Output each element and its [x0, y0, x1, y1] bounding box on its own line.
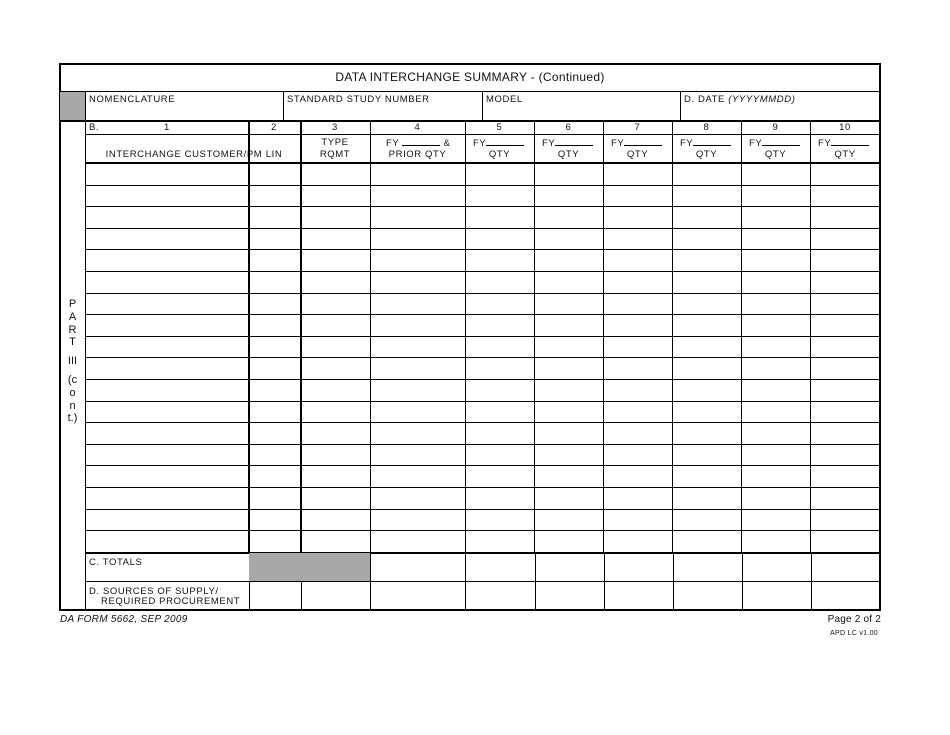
table-cell-r5-c6[interactable] — [536, 250, 602, 270]
table-cell-r7-c8[interactable] — [674, 294, 740, 314]
table-cell-r4-c6[interactable] — [536, 229, 602, 249]
table-cell-r15-c3[interactable] — [302, 466, 369, 486]
table-cell-r2-c8[interactable] — [674, 186, 740, 206]
table-cell-r5-c10[interactable] — [812, 250, 879, 270]
date-prefix: D. DATE — [684, 94, 725, 105]
table-cell-r15-c1[interactable] — [87, 466, 247, 486]
table-cell-r18-c4[interactable] — [372, 531, 464, 551]
shaded-corner — [60, 92, 85, 120]
col3-header-line2: RQMT — [319, 149, 351, 160]
table-cell-r1-c10[interactable] — [812, 164, 879, 184]
table-cell-r8-c2[interactable] — [250, 315, 299, 335]
sources-cell-c9[interactable] — [744, 583, 810, 610]
table-cell-r2-c2[interactable] — [250, 186, 299, 206]
table-cell-r8-c9[interactable] — [743, 315, 809, 335]
table-cell-r13-c8[interactable] — [674, 423, 740, 443]
table-cell-r6-c10[interactable] — [812, 272, 879, 292]
table-cell-r1-c6[interactable] — [536, 164, 602, 184]
table-cell-r7-c4[interactable] — [372, 294, 464, 314]
form-number: DA FORM 5662, SEP 2009 — [60, 614, 188, 625]
table-cell-r10-c3[interactable] — [302, 358, 369, 378]
table-cell-r14-c3[interactable] — [302, 445, 369, 465]
totals-cell-c7[interactable] — [675, 554, 741, 580]
table-cell-r17-c3[interactable] — [302, 510, 369, 530]
model-label: MODEL — [486, 94, 523, 105]
table-cell-r18-c2[interactable] — [250, 531, 299, 551]
table-cell-r1-c3[interactable] — [302, 164, 369, 184]
table-cell-r2-c9[interactable] — [743, 186, 809, 206]
table-cell-r8-c10[interactable] — [812, 315, 879, 335]
col3-header-line1: TYPE — [321, 137, 349, 148]
col-number-9: 9 — [772, 122, 779, 133]
table-cell-r15-c9[interactable] — [743, 466, 809, 486]
table-cell-r3-c10[interactable] — [812, 207, 879, 227]
totals-label: C. TOTALS — [89, 557, 143, 568]
table-cell-r1-c9[interactable] — [743, 164, 809, 184]
col-rule — [741, 121, 742, 553]
table-cell-r17-c9[interactable] — [743, 510, 809, 530]
table-cell-r11-c8[interactable] — [674, 380, 740, 400]
table-cell-r1-c8[interactable] — [674, 164, 740, 184]
table-cell-r17-c1[interactable] — [87, 510, 247, 530]
table-cell-r17-c4[interactable] — [372, 510, 464, 530]
table-cell-r8-c3[interactable] — [302, 315, 369, 335]
table-cell-r14-c6[interactable] — [536, 445, 602, 465]
date-format: (YYYYMMDD) — [728, 94, 796, 105]
table-cell-r14-c7[interactable] — [605, 445, 671, 465]
table-cell-r9-c1[interactable] — [87, 337, 247, 357]
table-cell-r1-c1[interactable] — [87, 164, 247, 184]
table-cell-r15-c4[interactable] — [372, 466, 464, 486]
table-cell-r16-c4[interactable] — [372, 488, 464, 508]
table-cell-r5-c7[interactable] — [605, 250, 671, 270]
table-cell-r10-c8[interactable] — [674, 358, 740, 378]
table-cell-r13-c1[interactable] — [87, 423, 247, 443]
col7-fy: FY — [611, 137, 662, 149]
table-cell-r15-c2[interactable] — [250, 466, 299, 486]
table-cell-r6-c6[interactable] — [536, 272, 602, 292]
table-cell-r5-c3[interactable] — [302, 250, 369, 270]
table-cell-r5-c8[interactable] — [674, 250, 740, 270]
table-cell-r3-c8[interactable] — [674, 207, 740, 227]
table-cell-r4-c5[interactable] — [467, 229, 533, 249]
table-cell-r13-c4[interactable] — [372, 423, 464, 443]
table-cell-r13-c9[interactable] — [743, 423, 809, 443]
table-cell-r18-c3[interactable] — [302, 531, 369, 551]
table-cell-r18-c1[interactable] — [87, 531, 247, 551]
col7-qty: QTY — [626, 149, 649, 160]
table-cell-r18-c5[interactable] — [467, 531, 533, 551]
table-cell-r16-c1[interactable] — [87, 488, 247, 508]
table-cell-r14-c9[interactable] — [743, 445, 809, 465]
table-cell-r2-c10[interactable] — [812, 186, 879, 206]
table-cell-r14-c4[interactable] — [372, 445, 464, 465]
col8-fy: FY — [680, 137, 731, 149]
table-cell-r4-c4[interactable] — [372, 229, 464, 249]
sources-cell-c10[interactable] — [813, 583, 879, 610]
table-cell-r5-c2[interactable] — [250, 250, 299, 270]
table-cell-r13-c2[interactable] — [250, 423, 299, 443]
col-rule — [673, 553, 674, 611]
table-cell-r3-c4[interactable] — [372, 207, 464, 227]
sources-cell-c7[interactable] — [606, 583, 672, 610]
table-cell-r16-c6[interactable] — [536, 488, 602, 508]
table-cell-r12-c4[interactable] — [372, 402, 464, 422]
col-rule — [534, 121, 535, 553]
table-cell-r12-c1[interactable] — [87, 402, 247, 422]
table-cell-r4-c3[interactable] — [302, 229, 369, 249]
totals-cell-c6[interactable] — [606, 554, 672, 580]
col-number-6: 6 — [565, 122, 572, 133]
table-cell-r18-c10[interactable] — [812, 531, 879, 551]
table-cell-r8-c8[interactable] — [674, 315, 740, 335]
sources-cell-c6[interactable] — [537, 583, 603, 610]
table-cell-r13-c10[interactable] — [812, 423, 879, 443]
nomenclature-field[interactable] — [86, 93, 283, 119]
table-cell-r9-c7[interactable] — [605, 337, 671, 357]
table-cell-r13-c5[interactable] — [467, 423, 533, 443]
table-cell-r11-c1[interactable] — [87, 380, 247, 400]
table-cell-r15-c6[interactable] — [536, 466, 602, 486]
table-cell-r12-c9[interactable] — [743, 402, 809, 422]
table-cell-r5-c1[interactable] — [87, 250, 247, 270]
table-cell-r4-c7[interactable] — [605, 229, 671, 249]
table-cell-r10-c4[interactable] — [372, 358, 464, 378]
table-cell-r2-c4[interactable] — [372, 186, 464, 206]
table-cell-r16-c7[interactable] — [605, 488, 671, 508]
sources-label-line2: REQUIRED PROCUREMENT — [101, 596, 241, 607]
table-cell-r11-c9[interactable] — [743, 380, 809, 400]
table-cell-r3-c1[interactable] — [87, 207, 247, 227]
col4-header-line1: FY & — [386, 138, 451, 149]
table-cell-r7-c3[interactable] — [302, 294, 369, 314]
table-cell-r1-c2[interactable] — [250, 164, 299, 184]
table-cell-r14-c1[interactable] — [87, 445, 247, 465]
sources-cell-c8[interactable] — [675, 583, 741, 610]
table-cell-r10-c9[interactable] — [743, 358, 809, 378]
col6-fy: FY — [542, 137, 593, 149]
table-cell-r3-c9[interactable] — [743, 207, 809, 227]
col-rule — [535, 553, 536, 611]
table-cell-r14-c5[interactable] — [467, 445, 533, 465]
table-cell-r11-c2[interactable] — [250, 380, 299, 400]
table-cell-r11-c6[interactable] — [536, 380, 602, 400]
model-field[interactable] — [483, 93, 680, 119]
col-rule — [672, 121, 673, 553]
table-cell-r12-c2[interactable] — [250, 402, 299, 422]
table-cell-r3-c7[interactable] — [605, 207, 671, 227]
sources-cell-c5[interactable] — [467, 583, 534, 610]
table-cell-r9-c9[interactable] — [743, 337, 809, 357]
totals-cell-c9[interactable] — [813, 554, 879, 580]
col-rule — [370, 553, 371, 611]
table-cell-r18-c6[interactable] — [536, 531, 602, 551]
col-number-1: 1 — [164, 122, 170, 133]
table-cell-r15-c10[interactable] — [812, 466, 879, 486]
table-cell-r14-c2[interactable] — [250, 445, 299, 465]
table-cell-r15-c8[interactable] — [674, 466, 740, 486]
table-cell-r18-c9[interactable] — [743, 531, 809, 551]
col-rule — [742, 553, 743, 611]
table-cell-r4-c9[interactable] — [743, 229, 809, 249]
table-cell-r12-c8[interactable] — [674, 402, 740, 422]
col9-qty: QTY — [764, 149, 787, 160]
col5-fy: FY — [473, 137, 524, 149]
table-cell-r2-c1[interactable] — [87, 186, 247, 206]
table-cell-r5-c4[interactable] — [372, 250, 464, 270]
table-cell-r7-c2[interactable] — [250, 294, 299, 314]
table-cell-r12-c3[interactable] — [302, 402, 369, 422]
date-label — [684, 94, 795, 105]
table-cell-r14-c8[interactable] — [674, 445, 740, 465]
table-cell-r10-c1[interactable] — [87, 358, 247, 378]
table-cell-r9-c5[interactable] — [467, 337, 533, 357]
page-number: Page 2 of 2 — [827, 614, 881, 625]
table-cell-r17-c6[interactable] — [536, 510, 602, 530]
table-cell-r6-c2[interactable] — [250, 272, 299, 292]
totals-cell-c8[interactable] — [744, 554, 810, 580]
form-title: DATA INTERCHANGE SUMMARY - (Continued) — [335, 70, 605, 84]
col1-header: INTERCHANGE CUSTOMER/PM — [105, 149, 263, 160]
table-cell-r6-c5[interactable] — [467, 272, 533, 292]
totals-shaded-cell — [249, 553, 370, 581]
col-rule — [810, 121, 811, 553]
table-cell-r6-c7[interactable] — [605, 272, 671, 292]
col-rule — [301, 582, 302, 611]
table-cell-r10-c7[interactable] — [605, 358, 671, 378]
table-cell-r17-c7[interactable] — [605, 510, 671, 530]
table-cell-r16-c2[interactable] — [250, 488, 299, 508]
table-cell-r13-c7[interactable] — [605, 423, 671, 443]
col-number-2: 2 — [271, 122, 277, 133]
table-cell-r4-c2[interactable] — [250, 229, 299, 249]
table-cell-r9-c3[interactable] — [302, 337, 369, 357]
table-cell-r1-c5[interactable] — [467, 164, 533, 184]
col5-qty: QTY — [488, 149, 511, 160]
col-number-3: 3 — [332, 122, 338, 133]
table-cell-r2-c3[interactable] — [302, 186, 369, 206]
sources-cell-c3[interactable] — [303, 583, 369, 610]
sources-label-line1: D. SOURCES OF SUPPLY/ — [89, 586, 219, 597]
table-cell-r4-c8[interactable] — [674, 229, 740, 249]
table-cell-r1-c7[interactable] — [605, 164, 671, 184]
table-cell-r18-c8[interactable] — [674, 531, 740, 551]
table-cell-r11-c5[interactable] — [467, 380, 533, 400]
table-cell-r17-c5[interactable] — [467, 510, 533, 530]
col-rule — [370, 121, 371, 553]
table-cell-r14-c10[interactable] — [812, 445, 879, 465]
table-cell-r6-c1[interactable] — [87, 272, 247, 292]
col9-fy: FY — [749, 137, 800, 149]
table-cell-r7-c10[interactable] — [812, 294, 879, 314]
table-cell-r15-c5[interactable] — [467, 466, 533, 486]
table-cell-r11-c3[interactable] — [302, 380, 369, 400]
table-cell-r17-c8[interactable] — [674, 510, 740, 530]
table-cell-r2-c5[interactable] — [467, 186, 533, 206]
table-cell-r12-c7[interactable] — [605, 402, 671, 422]
table-cell-r7-c9[interactable] — [743, 294, 809, 314]
table-cell-r16-c5[interactable] — [467, 488, 533, 508]
date-field[interactable] — [681, 93, 880, 119]
table-cell-r10-c5[interactable] — [467, 358, 533, 378]
col10-qty: QTY — [834, 149, 856, 160]
table-cell-r3-c2[interactable] — [250, 207, 299, 227]
col-number-7: 7 — [634, 122, 641, 133]
nomenclature-label: NOMENCLATURE — [89, 94, 176, 105]
totals-cell-c4[interactable] — [467, 554, 534, 580]
table-cell-r11-c10[interactable] — [812, 380, 879, 400]
table-cell-r8-c5[interactable] — [467, 315, 533, 335]
study-number-label: STANDARD STUDY NUMBER — [287, 94, 430, 105]
col-rule — [604, 553, 605, 611]
table-cell-r7-c5[interactable] — [467, 294, 533, 314]
table-cell-r16-c9[interactable] — [743, 488, 809, 508]
col-number-8: 8 — [703, 122, 710, 133]
table-cell-r9-c8[interactable] — [674, 337, 740, 357]
table-cell-r6-c8[interactable] — [674, 272, 740, 292]
col4-header-line2: PRIOR QTY — [388, 149, 447, 160]
table-cell-r5-c5[interactable] — [467, 250, 533, 270]
table-cell-r8-c1[interactable] — [87, 315, 247, 335]
table-cell-r9-c10[interactable] — [812, 337, 879, 357]
table-cell-r10-c10[interactable] — [812, 358, 879, 378]
col6-qty: QTY — [557, 149, 580, 160]
table-cell-r4-c1[interactable] — [87, 229, 247, 249]
table-cell-r10-c6[interactable] — [536, 358, 602, 378]
table-cell-r17-c10[interactable] — [812, 510, 879, 530]
study-number-field[interactable] — [284, 93, 482, 119]
table-cell-r2-c6[interactable] — [536, 186, 602, 206]
col-number-5: 5 — [496, 122, 503, 133]
col8-qty: QTY — [695, 149, 718, 160]
table-cell-r16-c3[interactable] — [302, 488, 369, 508]
table-cell-r8-c4[interactable] — [372, 315, 464, 335]
table-cell-r18-c7[interactable] — [605, 531, 671, 551]
sources-cell-c4[interactable] — [372, 583, 464, 610]
col10-fy: FY — [818, 137, 869, 149]
table-cell-r12-c5[interactable] — [467, 402, 533, 422]
table-cell-r5-c9[interactable] — [743, 250, 809, 270]
totals-cell-c5[interactable] — [537, 554, 603, 580]
version-label: APD LC v1.00 — [830, 630, 878, 637]
table-cell-r11-c4[interactable] — [372, 380, 464, 400]
table-cell-r8-c7[interactable] — [605, 315, 671, 335]
col-rule — [811, 553, 812, 611]
col-rule — [603, 121, 604, 553]
table-cell-r3-c3[interactable] — [302, 207, 369, 227]
table-cell-r9-c6[interactable] — [536, 337, 602, 357]
table-cell-r3-c5[interactable] — [467, 207, 533, 227]
col-b-prefix: B. — [89, 122, 100, 133]
table-cell-r13-c3[interactable] — [302, 423, 369, 443]
table-cell-r17-c2[interactable] — [250, 510, 299, 530]
col-rule — [465, 121, 466, 553]
table-cell-r10-c2[interactable] — [250, 358, 299, 378]
table-cell-r3-c6[interactable] — [536, 207, 602, 227]
table-cell-r6-c9[interactable] — [743, 272, 809, 292]
col-number-10: 10 — [839, 122, 851, 133]
table-cell-r7-c6[interactable] — [536, 294, 602, 314]
table-cell-r4-c10[interactable] — [812, 229, 879, 249]
table-cell-r9-c2[interactable] — [250, 337, 299, 357]
table-cell-r8-c6[interactable] — [536, 315, 602, 335]
table-cell-r9-c4[interactable] — [372, 337, 464, 357]
col2-header: LIN — [265, 149, 283, 160]
totals-cell-c3[interactable] — [372, 554, 464, 580]
table-cell-r12-c6[interactable] — [536, 402, 602, 422]
table-cell-r7-c1[interactable] — [87, 294, 247, 314]
table-cell-r15-c7[interactable] — [605, 466, 671, 486]
table-cell-r16-c8[interactable] — [674, 488, 740, 508]
table-cell-r1-c4[interactable] — [372, 164, 464, 184]
col-number-4: 4 — [414, 122, 421, 133]
part-iii-side-label: P A R T III (c o n t.) — [67, 298, 78, 425]
table-cell-r7-c7[interactable] — [605, 294, 671, 314]
table-cell-r6-c4[interactable] — [372, 272, 464, 292]
title-rule — [60, 91, 881, 92]
table-cell-r12-c10[interactable] — [812, 402, 879, 422]
table-cell-r2-c7[interactable] — [605, 186, 671, 206]
table-cell-r11-c7[interactable] — [605, 380, 671, 400]
table-cell-r16-c10[interactable] — [812, 488, 879, 508]
sources-cell-c2[interactable] — [251, 583, 300, 610]
col-rule — [465, 553, 466, 611]
table-cell-r6-c3[interactable] — [302, 272, 369, 292]
table-cell-r13-c6[interactable] — [536, 423, 602, 443]
